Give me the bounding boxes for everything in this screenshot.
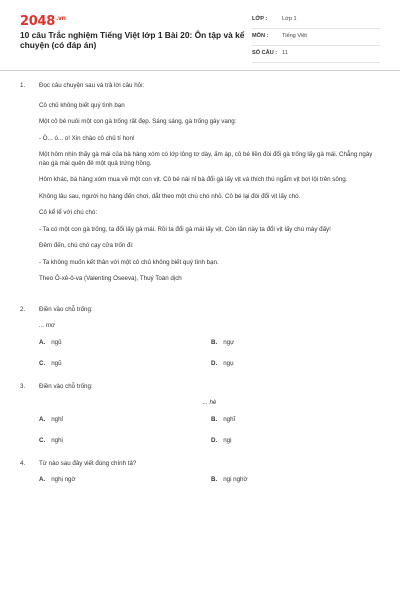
meta-key: MÔN :: [252, 33, 269, 39]
answer-option-c[interactable]: [39, 437, 211, 446]
question-4: [20, 460, 380, 485]
option-text: ngũ: [51, 360, 62, 367]
question-blank: ... hè: [202, 399, 217, 406]
option-letter: B.: [211, 476, 218, 483]
option-letter: B.: [211, 415, 218, 423]
answer-option-a[interactable]: [39, 416, 211, 425]
meta-row-class: [252, 12, 380, 29]
option-text: nghỉ: [51, 415, 63, 423]
meta-table: [252, 12, 380, 63]
answer-option-c[interactable]: [39, 360, 211, 369]
story-paragraph: Cô kể lể với chú chó:: [39, 209, 98, 216]
question-2: [20, 306, 380, 369]
header-divider: [0, 70, 400, 71]
question-prompt: Điền vào chỗ trống:: [39, 305, 93, 313]
answer-option-a[interactable]: [39, 339, 211, 348]
story-paragraph: Không lâu sau, người họ hàng đến chơi, dắt theo một chú chó nhỏ. Cô bé lại đòi đổi vịt lấy chó.: [39, 192, 301, 200]
question-prompt: Từ nào sau đây viết đúng chính tả?: [39, 459, 137, 467]
story-paragraph: - Ò... ó... o! Xin chào cô chủ tí hon!: [39, 134, 135, 142]
option-text: nghị: [51, 437, 63, 444]
answer-option-d[interactable]: [211, 360, 361, 369]
answer-option-d[interactable]: [211, 437, 361, 446]
meta-value: 11: [282, 50, 288, 56]
question-number: 4.: [20, 459, 26, 467]
option-text: ngị: [223, 437, 232, 444]
meta-row-subject: [252, 29, 380, 46]
story-source: Theo Ô-xê-ô-va (Valenting Oseeva), Thuý Toàn dịch: [39, 275, 182, 282]
story-title: Cô chủ không biết quý tình bạn: [39, 101, 125, 109]
question-number: 3.: [20, 382, 26, 390]
logo-suffix: .vn: [55, 14, 66, 22]
question-blank: ... mơ: [39, 322, 55, 329]
answer-options: [39, 339, 380, 369]
logo-text: 2048: [20, 14, 55, 29]
option-letter: D.: [211, 437, 218, 444]
option-text: ngi nghờ: [223, 476, 248, 483]
answer-option-b[interactable]: [211, 339, 361, 348]
option-text: ngự: [223, 338, 235, 346]
question-prompt: Điền vào chỗ trống:: [39, 382, 93, 390]
meta-value: Tiếng Việt: [282, 33, 307, 39]
option-letter: C.: [39, 437, 46, 444]
question-3: [20, 383, 380, 446]
question-number: 2.: [20, 305, 26, 313]
story-paragraph: Một cô bé nuôi một con gà trống rất đẹp. Sáng sáng, gà trống gáy vang:: [39, 118, 237, 125]
answer-option-b[interactable]: [211, 416, 361, 425]
story-paragraph: Hôm khác, bà hàng xóm mua về một con vịt. Cô bé nài nỉ bà đổi gà lấy vịt và thích thú ngắm vịt bơi lội trên sông.: [39, 176, 348, 183]
option-text: ngụ: [223, 360, 234, 367]
story-paragraph: Đêm đến, chú chó cạy cửa trốn đi:: [39, 242, 134, 249]
answer-option-a[interactable]: [39, 476, 211, 485]
site-logo[interactable]: [20, 14, 66, 29]
meta-key: LỚP :: [252, 16, 268, 22]
meta-value: Lớp 1: [282, 16, 297, 22]
option-text: ngủ: [51, 338, 62, 346]
option-letter: A.: [39, 476, 46, 483]
page-title: 10 câu Trắc nghiệm Tiếng Việt lớp 1 Bài 20: Ôn tập và kể chuyện (có đáp án): [20, 30, 245, 50]
page-header: [0, 0, 400, 64]
story-paragraph: - Ta không muốn kết thân với một cô chủ không biết quý tình bạn.: [39, 258, 219, 266]
meta-row-count: [252, 46, 380, 63]
question-prompt: Đọc câu chuyện sau và trả lời câu hỏi:: [39, 82, 145, 89]
story-paragraph: - Ta có một con gà trống, ta đổi lấy gà mái. Rồi ta đổi gà mái lấy vịt. Còn lần này ta đổi vịt lấy chú mày đấy!: [39, 225, 331, 233]
story-paragraph: Một hôm nhìn thấy gà mái của bà hàng xóm có lớp lông tơ dày, ấm áp, cô bé liền đòi đổi gà trống lấy gà mái. Chẳng ngày nào gà mái quên đẻ một quả trứng hồng.: [39, 151, 373, 167]
answer-options: [39, 476, 380, 485]
answer-option-b[interactable]: [211, 476, 361, 485]
option-letter: A.: [39, 415, 46, 423]
option-letter: C.: [39, 360, 46, 367]
question-list: [20, 82, 380, 485]
meta-key: SỐ CÂU :: [252, 50, 278, 56]
option-text: nghị ngờ: [51, 476, 76, 483]
option-text: nghĩ: [223, 415, 236, 423]
option-letter: A.: [39, 338, 46, 346]
option-letter: B.: [211, 338, 218, 346]
question-1: [20, 82, 380, 284]
question-number: 1.: [20, 82, 26, 89]
option-letter: D.: [211, 360, 218, 367]
answer-options: [39, 416, 380, 446]
